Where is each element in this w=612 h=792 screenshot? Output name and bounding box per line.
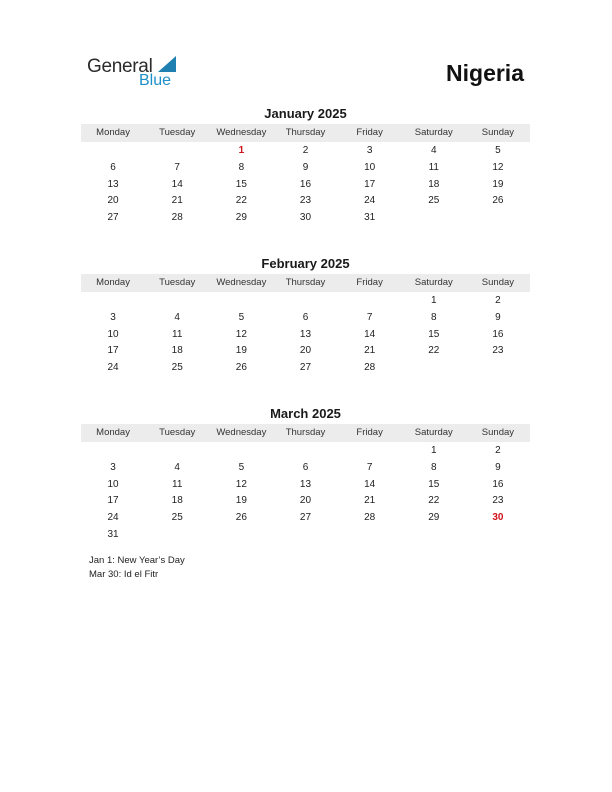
day-cell: 24 xyxy=(107,512,119,524)
day-cell: 9 xyxy=(495,461,501,473)
day-cell: 16 xyxy=(492,478,504,490)
day-cell: 5 xyxy=(238,311,245,323)
day-cell: 13 xyxy=(107,178,119,190)
day-cell: 3 xyxy=(110,311,116,323)
day-cell: 25 xyxy=(171,362,183,374)
weekday-label: Monday xyxy=(96,427,130,438)
brand-logo xyxy=(87,56,187,92)
day-cell: 4 xyxy=(430,145,437,156)
day-cell: 14 xyxy=(364,478,376,490)
day-cell: 11 xyxy=(428,161,439,173)
day-cell: 31 xyxy=(364,212,376,224)
day-cell: 20 xyxy=(107,195,119,207)
weekday-label: Saturday xyxy=(414,427,453,438)
day-cell: 28 xyxy=(364,362,376,374)
weekday-label: Wednesday xyxy=(216,427,267,438)
day-cell: 24 xyxy=(364,195,376,207)
weekday-label: Wednesday xyxy=(216,127,267,138)
day-cell: 28 xyxy=(171,212,183,224)
weekday-label: Sunday xyxy=(481,427,515,438)
day-grid xyxy=(81,443,530,544)
day-cell: 17 xyxy=(107,495,119,507)
day-cell: 25 xyxy=(171,512,183,524)
day-cell: 25 xyxy=(428,195,440,207)
day-cell: 9 xyxy=(495,311,501,323)
day-cell: 27 xyxy=(107,212,119,224)
day-cell: 6 xyxy=(302,311,309,323)
day-cell: 1 xyxy=(430,445,437,456)
empty-day-cell xyxy=(338,443,402,460)
day-cell: 26 xyxy=(492,195,504,207)
day-cell: 23 xyxy=(299,195,312,207)
day-cell: 9 xyxy=(302,161,309,173)
day-cell: 18 xyxy=(171,495,183,507)
weekday-label: Tuesday xyxy=(159,277,196,288)
day-cell: 13 xyxy=(299,328,312,340)
day-cell: 8 xyxy=(238,161,245,173)
empty-day-cell xyxy=(81,293,145,310)
day-cell: 15 xyxy=(428,478,440,490)
day-cell: 13 xyxy=(299,478,312,490)
day-cell: 5 xyxy=(495,145,501,156)
day-cell: 23 xyxy=(492,345,504,357)
empty-day-cell xyxy=(273,293,337,310)
month-calendar-march xyxy=(81,406,530,544)
weekday-label: Saturday xyxy=(414,127,453,138)
empty-day-cell xyxy=(273,443,337,460)
empty-day-cell xyxy=(145,443,209,460)
day-cell: 12 xyxy=(235,478,247,490)
day-cell: 3 xyxy=(110,461,116,473)
day-cell: 5 xyxy=(238,461,245,473)
day-cell: 19 xyxy=(235,345,247,357)
month-calendar-february xyxy=(81,256,530,377)
day-cell: 17 xyxy=(107,345,119,357)
day-cell: 15 xyxy=(428,328,440,340)
weekday-label: Saturday xyxy=(414,277,453,288)
empty-day-cell xyxy=(209,443,273,460)
day-cell: 22 xyxy=(235,195,247,207)
month-title: January 2025 xyxy=(264,106,347,121)
weekday-header xyxy=(81,274,530,292)
day-cell: 16 xyxy=(492,328,504,340)
day-cell: 19 xyxy=(492,178,504,190)
weekday-label: Friday xyxy=(356,127,383,138)
day-cell: 21 xyxy=(171,195,183,207)
weekday-label: Sunday xyxy=(481,127,515,138)
weekday-label: Tuesday xyxy=(159,427,196,438)
weekday-label: Thursday xyxy=(285,427,326,438)
day-grid xyxy=(81,293,530,377)
day-cell: 6 xyxy=(302,461,309,473)
weekday-label: Monday xyxy=(96,127,130,138)
weekday-label: Thursday xyxy=(285,277,326,288)
day-cell: 1 xyxy=(238,145,245,156)
day-cell: 22 xyxy=(428,495,440,507)
day-cell: 10 xyxy=(364,161,376,173)
holiday-notes xyxy=(89,554,185,582)
day-cell: 1 xyxy=(430,295,437,306)
day-cell: 26 xyxy=(235,362,247,374)
day-cell: 21 xyxy=(364,495,376,507)
day-cell: 15 xyxy=(235,178,247,190)
weekday-label: Thursday xyxy=(285,127,326,138)
day-cell: 31 xyxy=(107,528,119,540)
day-cell: 29 xyxy=(428,512,440,524)
holiday-note: Jan 1: New Year’s Day xyxy=(89,555,185,566)
day-cell: 12 xyxy=(492,161,504,173)
day-cell: 7 xyxy=(174,161,180,173)
day-cell: 7 xyxy=(366,311,373,323)
day-cell: 2 xyxy=(495,295,501,306)
day-cell: 23 xyxy=(492,495,504,507)
day-cell: 27 xyxy=(299,512,312,524)
day-cell: 2 xyxy=(495,445,501,456)
day-cell: 28 xyxy=(364,512,376,524)
weekday-label: Monday xyxy=(96,277,130,288)
day-cell: 10 xyxy=(107,328,119,340)
day-cell: 12 xyxy=(235,328,247,340)
weekday-label: Friday xyxy=(356,277,383,288)
day-cell: 18 xyxy=(428,178,440,190)
day-cell: 30 xyxy=(492,512,504,524)
weekday-label: Wednesday xyxy=(216,277,267,288)
month-calendar-january xyxy=(81,106,530,227)
day-cell: 3 xyxy=(366,145,373,156)
day-cell: 24 xyxy=(107,362,119,374)
day-cell: 27 xyxy=(299,362,312,374)
day-cell: 19 xyxy=(235,495,247,507)
weekday-header xyxy=(81,124,530,142)
day-cell: 2 xyxy=(302,145,309,156)
logo-text-blue: Blue xyxy=(139,72,172,89)
day-cell: 17 xyxy=(364,178,376,190)
weekday-label: Friday xyxy=(356,427,383,438)
empty-day-cell xyxy=(81,143,145,160)
day-cell: 4 xyxy=(174,311,180,323)
day-cell: 20 xyxy=(299,495,312,507)
day-cell: 16 xyxy=(299,178,312,190)
holiday-note: Mar 30: Id el Fitr xyxy=(89,569,159,580)
day-cell: 18 xyxy=(171,345,183,357)
day-cell: 11 xyxy=(172,328,183,340)
month-title: March 2025 xyxy=(270,406,341,421)
weekday-label: Sunday xyxy=(481,277,515,288)
day-cell: 20 xyxy=(299,345,312,357)
country-title: Nigeria xyxy=(446,60,524,86)
day-cell: 22 xyxy=(428,345,440,357)
empty-day-cell xyxy=(209,293,273,310)
empty-day-cell xyxy=(81,443,145,460)
day-grid xyxy=(81,143,530,227)
weekday-header xyxy=(81,424,530,442)
day-cell: 21 xyxy=(364,345,376,357)
empty-day-cell xyxy=(145,143,209,160)
day-cell: 7 xyxy=(366,461,373,473)
day-cell: 30 xyxy=(299,212,312,224)
day-cell: 29 xyxy=(235,212,247,224)
day-cell: 8 xyxy=(430,461,437,473)
day-cell: 6 xyxy=(110,161,116,173)
day-cell: 26 xyxy=(235,512,247,524)
day-cell: 10 xyxy=(107,478,119,490)
day-cell: 11 xyxy=(172,478,183,490)
day-cell: 4 xyxy=(174,461,180,473)
logo-triangle-icon xyxy=(158,56,176,72)
empty-day-cell xyxy=(338,293,402,310)
day-cell: 14 xyxy=(364,328,376,340)
month-title: February 2025 xyxy=(261,256,350,271)
weekday-label: Tuesday xyxy=(159,127,196,138)
empty-day-cell xyxy=(145,293,209,310)
day-cell: 8 xyxy=(430,311,437,323)
logo-text-general: General xyxy=(87,56,153,77)
day-cell: 14 xyxy=(171,178,183,190)
